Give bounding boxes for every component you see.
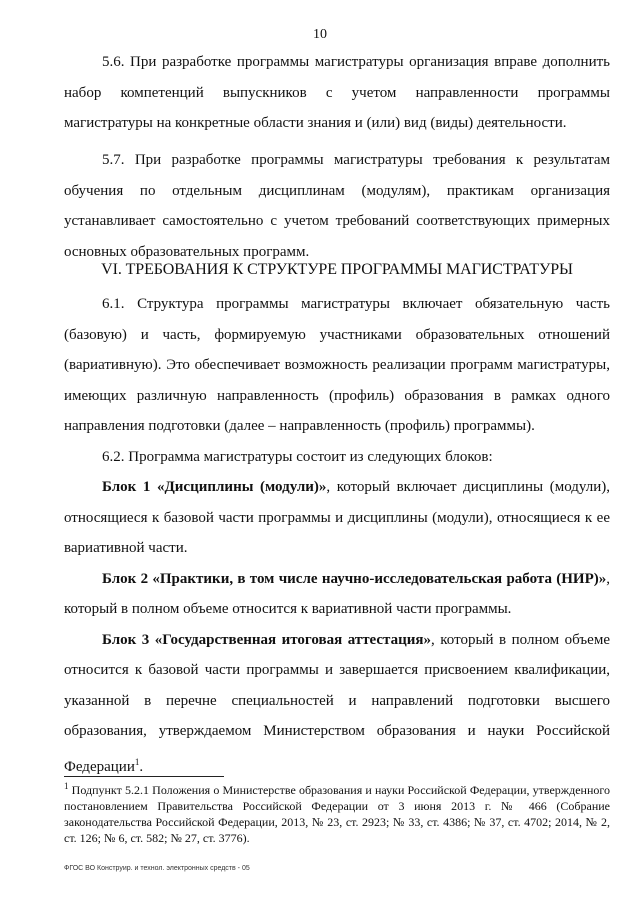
block-2-paragraph bbox=[64, 564, 610, 625]
paragraph-5-6: 5.6. При разработке программы магистратуры организация вправе дополнить набор компетенций выпускников с учетом направленности программы магистратуры на конкретные области знания и (или) вид (виды) деятельности. bbox=[64, 54, 610, 131]
section-body bbox=[64, 289, 610, 782]
footnote-text: Подпункт 5.2.1 Положения о Министерстве образования и науки Российской Федерации, утвержденного постановлением Правительства Российской Федерации от 3 июня 2013 г. № 466 (Собрание законодательства Российской Федерации, 2013, № 23, ст. 2923; № 33, ст. 4386; № 37, ст. 4702; 2014, № 2, ст. 126; № 6, ст. 582; № 27, ст. 3776). bbox=[64, 783, 610, 845]
footnote-reference: 1 bbox=[134, 756, 140, 767]
block-1-paragraph bbox=[64, 472, 610, 564]
block-1-title: Блок 1 «Дисциплины (модули)» bbox=[102, 479, 327, 495]
footnote-marker: 1 bbox=[64, 781, 69, 791]
paragraph-5-7: 5.7. При разработке программы магистратуры требования к результатам обучения по отдельным дисциплинам (модулям), практикам организация устанавливает самостоятельно с учетом требований соответствующих примерных основных образовательных программ. bbox=[64, 152, 610, 260]
paragraph-6-1: 6.1. Структура программы магистратуры включает обязательную часть (базовую) и часть, формируемую участниками образовательных отношений (вариативную). Это обеспечивает возможность реализации программ магистратуры, имеющих различную направленность (профиль) образования в рамках одного направления подготовки (далее – направленность (профиль) программы). bbox=[64, 296, 610, 434]
paragraph-5-6-block bbox=[64, 47, 610, 139]
block-3-text-end: . bbox=[139, 758, 144, 775]
page-number: 10 bbox=[313, 27, 327, 42]
footer-note: ФГОС ВО Конструир. и технол. электронных средств - 05 bbox=[64, 865, 250, 872]
paragraph-5-7-block bbox=[64, 145, 610, 267]
block-2-text: , который в полном объеме относится к вариативной части программы. bbox=[64, 570, 610, 617]
block-1-text: , который включает дисциплины (модули), относящиеся к базовой части программы и дисциплины (модули), относящиеся к ее вариативной части. bbox=[64, 479, 610, 556]
block-3-title: Блок 3 «Государственная итоговая аттестация» bbox=[102, 631, 432, 648]
footnote-divider bbox=[64, 776, 224, 777]
section-heading: VI. ТРЕБОВАНИЯ К СТРУКТУРЕ ПРОГРАММЫ МАГИСТРАТУРЫ bbox=[101, 261, 573, 278]
block-3-paragraph bbox=[64, 625, 610, 783]
block-2-title: Блок 2 «Практики, в том числе научно-исследовательская работа (НИР)» bbox=[102, 570, 607, 587]
block-3-text: , который в полном объеме относится к базовой части программы и завершается присвоением квалификации, указанной в перечне специальностей и направлений подготовки высшего образования, утверждаемом Министерством образования и науки Российской Федерации bbox=[64, 631, 610, 775]
footnote bbox=[64, 778, 610, 846]
paragraph-6-2: 6.2. Программа магистратуры состоит из следующих блоков: bbox=[102, 448, 493, 465]
